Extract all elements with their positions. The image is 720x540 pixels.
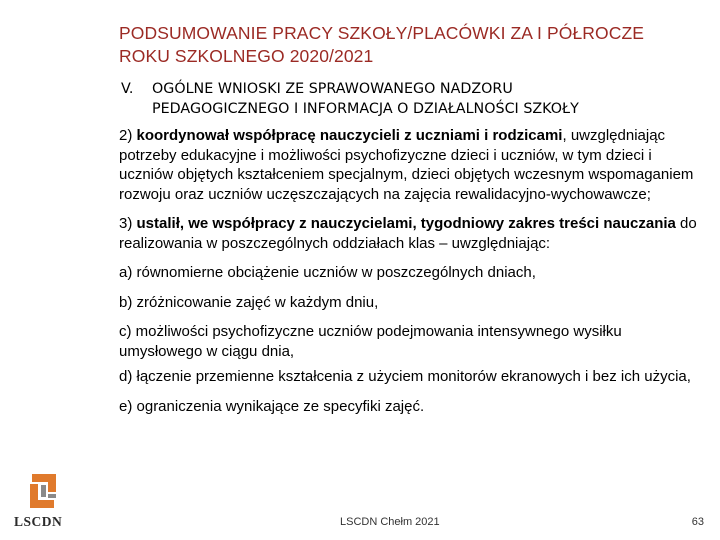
section-heading (121, 79, 711, 119)
lscdn-logo (14, 472, 70, 532)
paragraph-2-prefix: 2) (119, 127, 137, 144)
paragraph-3-prefix: 3) (119, 215, 137, 232)
paragraph-2 (119, 126, 704, 204)
paragraph-2-bold: koordynował współpracę nauczycieli z uczniami i rodzicami (136, 127, 563, 144)
slide-content (119, 126, 704, 426)
paragraph-2-text: , uwzględniając potrzeby edukacyjne i możliwości psychofizyczne dzieci i uczniów, w tym dzieci i uczniów objętych kształceniem specjalnym, dzieci objętych wczesnym wspomaganiem rozwoju oraz uczniów uczęszczających na zajęcia rewalidacyjno-wychowawcze; (119, 127, 694, 203)
paragraph-3-text: do realizowania w poszczególnych oddziałach klas – uwzględniając: (119, 215, 697, 252)
footer-text: LSCDN Chełm 2021 (340, 516, 440, 528)
list-item-d: d) łączenie przemienne kształcenia z użyciem monitorów ekranowych i bez ich użycia, (119, 368, 691, 385)
list-item-a: a) równomierne obciążenie uczniów w poszczególnych dniach, (119, 264, 536, 281)
list-item-e: e) ograniczenia wynikające ze specyfiki zajęć. (119, 397, 425, 415)
page-number: 63 (691, 516, 704, 528)
lscdn-logo-text: LSCDN (14, 514, 63, 529)
lscdn-logo-icon (26, 472, 60, 510)
section-heading-line2: PEDAGOGICZNEGO I INFORMACJA O DZIAŁALNOŚCI SZKOŁY (152, 101, 579, 117)
section-number: V. (121, 81, 134, 97)
paragraph-3 (119, 214, 704, 253)
list-item-c: c) możliwości psychofizyczne uczniów podejmowania intensywnego wysiłku umysłowego w ciągu dnia, (119, 323, 622, 360)
paragraph-3-bold: ustalił, we współpracy z nauczycielami, tygodniowy zakres treści nauczania (136, 215, 676, 232)
slide-title: PODSUMOWANIE PRACY SZKOŁY/PLACÓWKI ZA I PÓŁROCZE ROKU SZKOLNEGO 2020/2021 (119, 23, 645, 66)
section-heading-line1: OGÓLNE WNIOSKI ZE SPRAWOWANEGO NADZORU (152, 81, 513, 97)
list-item-b: b) zróżnicowanie zajęć w każdym dniu, (119, 293, 379, 311)
